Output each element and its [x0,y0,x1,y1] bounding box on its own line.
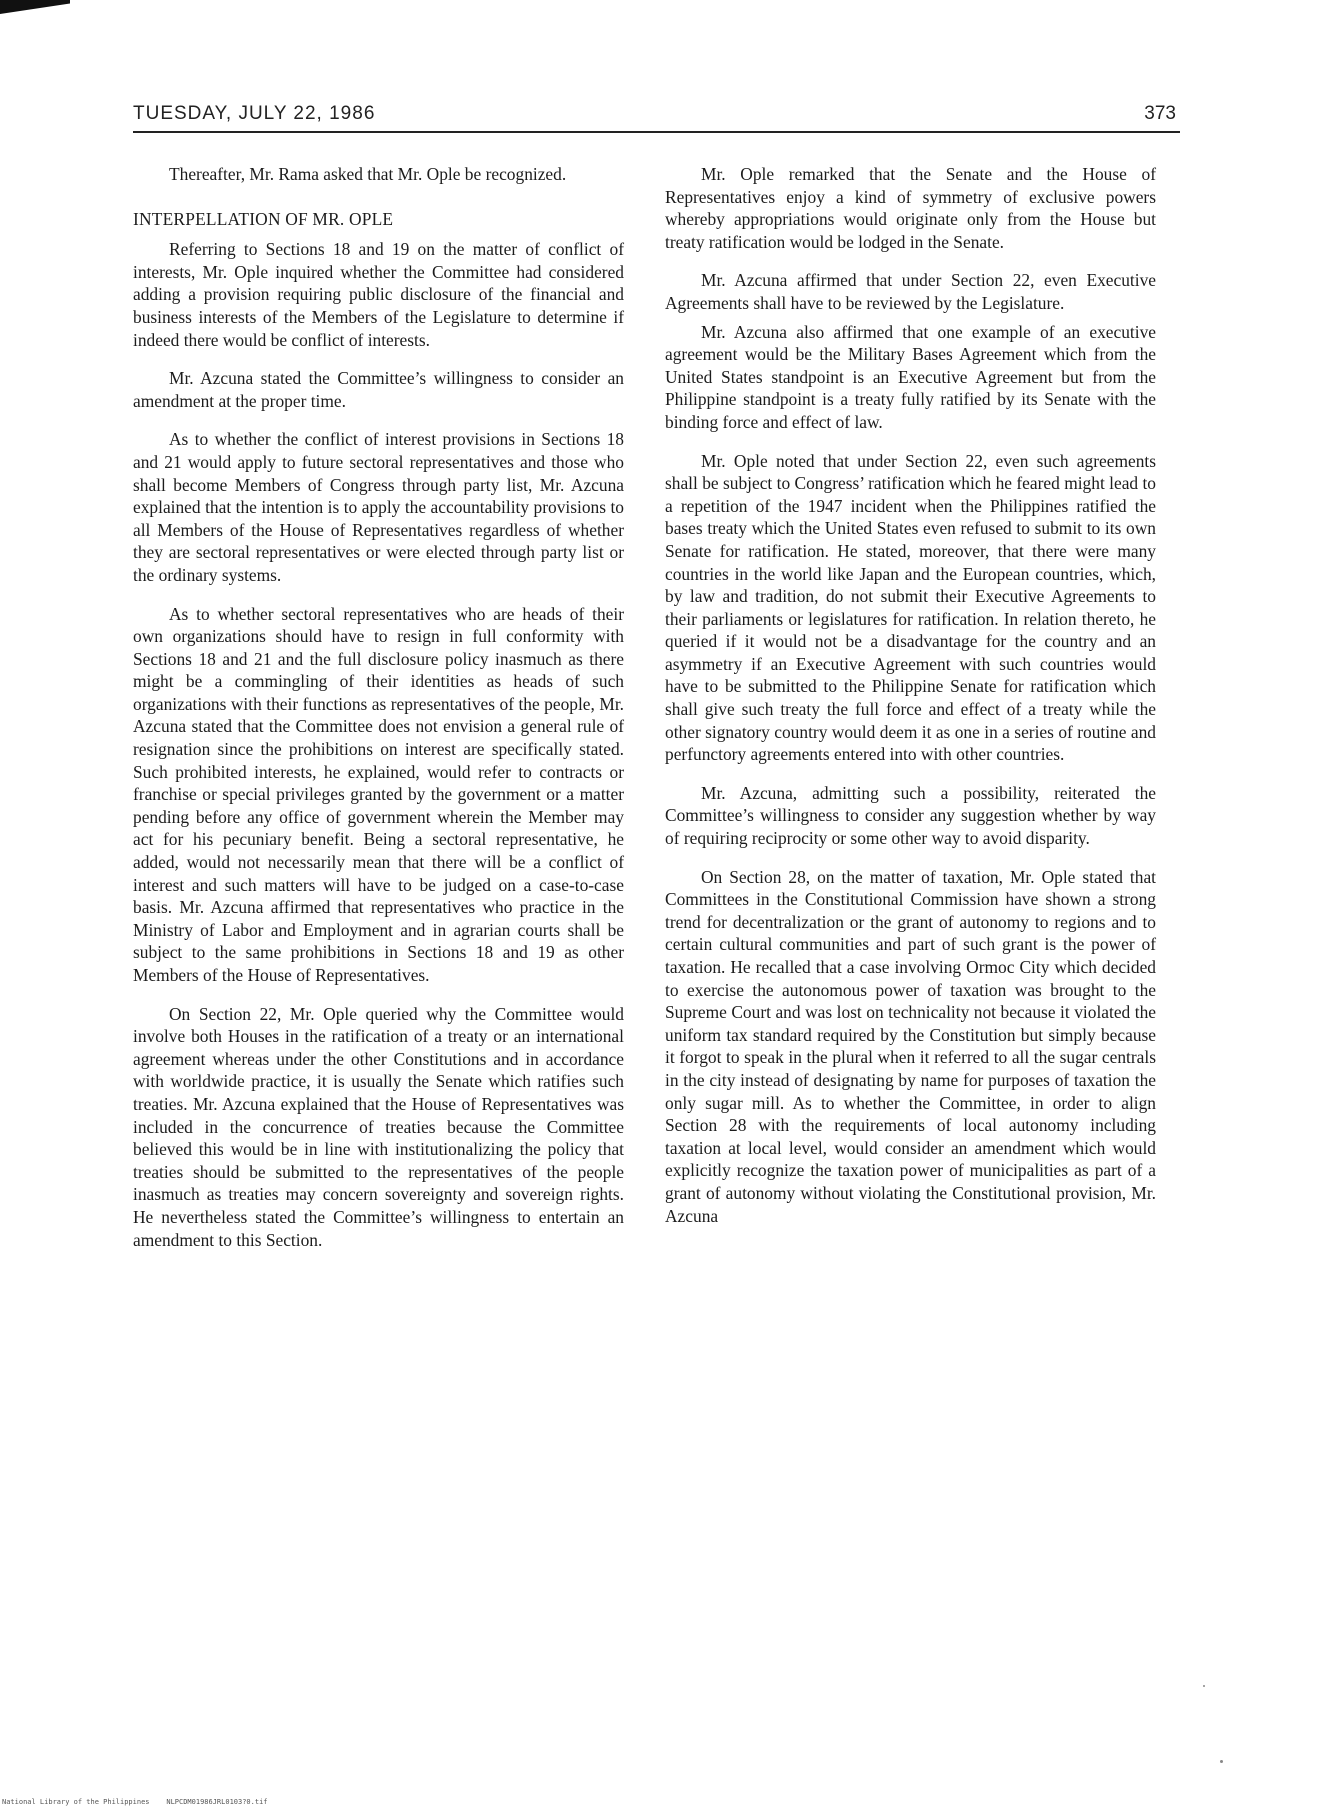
page-header [133,103,1180,133]
paragraph: On Section 28, on the matter of taxation, Mr. Ople stated that Committees in the Constitutional Commission have shown a strong trend for decentralization or the grant of autonomy to regions and to certain cultural communities and part of such grant is the power of taxation. He recalled that a case involving Ormoc City which decided to exercise the autonomous power of taxation was brought to the Supreme Court and was lost on technicality not because it violated the uniform tax standard required by the Constitution but simply because it forgot to speak in the plural when it referred to all the sugar centrals in the city instead of designating by name for purposes of taxation the only sugar mill. As to whether the Committee, in order to align Section 28 with the requirements of local autonomy including taxation at local level, would consider an amendment which would explicitly recognize the taxation power of municipalities as part of a grant of autonomy without violating the Constitutional provision, Mr. Azcuna [665,866,1156,1226]
scan-corner-mark [0,0,70,14]
scan-speck [1220,1760,1223,1763]
paragraph: Mr. Azcuna also affirmed that one example of an executive agreement would be the Military Bases Agreement which from the United States standpoint is an Executive Agreement but from the Philippine standpoint is a treaty fully ratified by its Senate with the binding force and effect of law. [665,321,1156,432]
paragraph: Thereafter, Mr. Rama asked that Mr. Ople be recognized. [169,164,567,184]
right-column [665,163,1156,1243]
header-date: TUESDAY, JULY 22, 1986 [133,103,376,124]
paragraph: As to whether the conflict of interest provisions in Sections 18 and 21 would apply to future sectoral representatives and those who shall become Members of Congress through party list, Mr. Azcuna explained that the intention is to apply the accountability provisions to all Members of the House of Representatives regardless of whether they are sectoral representatives or were elected through party list or the ordinary systems. [133,429,624,585]
section-heading: INTERPELLATION OF MR. OPLE [133,208,394,229]
paragraph: On Section 22, Mr. Ople queried why the Committee would involve both Houses in the ratification of a treaty or an international agreement whereas under the other Constitutions and in accordance with worldwide practice, it is usually the Senate which ratifies such treaties. Mr. Azcuna explained that the House of Representatives was included in the concurrence of treaties because the Committee believed this would be in line with institutionalizing the policy that treaties should be submitted to the representatives of the people inasmuch as treaties may concern sovereignty and sovereign rights. He nevertheless stated the Committee’s willingness to entertain an amendment to this Section. [133,1003,624,1250]
paragraph: As to whether sectoral representatives who are heads of their own organizations should have to resign in full conformity with Sections 18 and 21 and the full disclosure policy inasmuch as there might be a commingling of their identities as heads of such organizations with their functions as representatives of the people, Mr. Azcuna stated that the Committee does not envision a general rule of resignation since the prohibitions on interest are specifically stated. Such prohibited interests, he explained, would refer to contracts or franchise or special privileges granted by the government or a matter pending before any office of government wherein the Member may act for his pecuniary benefit. Being a sectoral representative, he added, would not necessarily mean that there will be a conflict of interest and such matters will have to be judged on a case-to-case basis. Mr. Azcuna affirmed that representatives who practice in the Ministry of Labor and Employment and in agrarian courts shall be subject to the same prohibitions in Sections 18 and 19 as other Members of the House of Representatives. [133,603,624,985]
paragraph: Mr. Ople noted that under Section 22, even such agreements shall be subject to Congress’ ratification which he feared might lead to a repetition of the 1947 incident when the Philippines ratified the bases treaty which the United States even refused to submit to its own Senate for ratification. He stated, moreover, that there were many countries in the world like Japan and the European countries, which, by law and tradition, do not submit their Executive Agreements to their parliaments or legislatures for ratification. In relation thereto, he queried if it would not be a disadvantage for the country and an asymmetry if an Executive Agreement with such countries would have to be submitted to the Philippine Senate for ratification which shall give such treaty the full force and effect of a treaty while the other signatory country would deem it as one in a series of routine and perfunctory agreements entered into with other countries. [665,450,1156,765]
paragraph: Mr. Ople remarked that the Senate and the House of Representatives enjoy a kind of symmetry of exclusive powers whereby appropriations would originate only from the House but treaty ratification would be lodged in the Senate. [665,164,1156,252]
left-column [133,163,624,1267]
page-number: 373 [1144,103,1176,124]
scan-footer-note: National Library of the Philippines NLPCDM01986JRL0103?0.tif [2,1798,268,1806]
scan-speck [1203,1685,1205,1687]
paragraph: Mr. Azcuna, admitting such a possibility, reiterated the Committee’s willingness to consider any suggestion whether by way of requiring reciprocity or some other way to avoid disparity. [665,782,1156,849]
paragraph: Referring to Sections 18 and 19 on the matter of conflict of interests, Mr. Ople inquired whether the Committee had considered adding a provision requiring public disclosure of the financial and business interests of the Members of the Legislature to determine if indeed there would be conflict of interests. [133,239,624,350]
paragraph: Mr. Azcuna stated the Committee’s willingness to consider an amendment at the proper time. [133,368,624,411]
paragraph: Mr. Azcuna affirmed that under Section 22, even Executive Agreements shall have to be reviewed by the Legislature. [665,270,1156,313]
